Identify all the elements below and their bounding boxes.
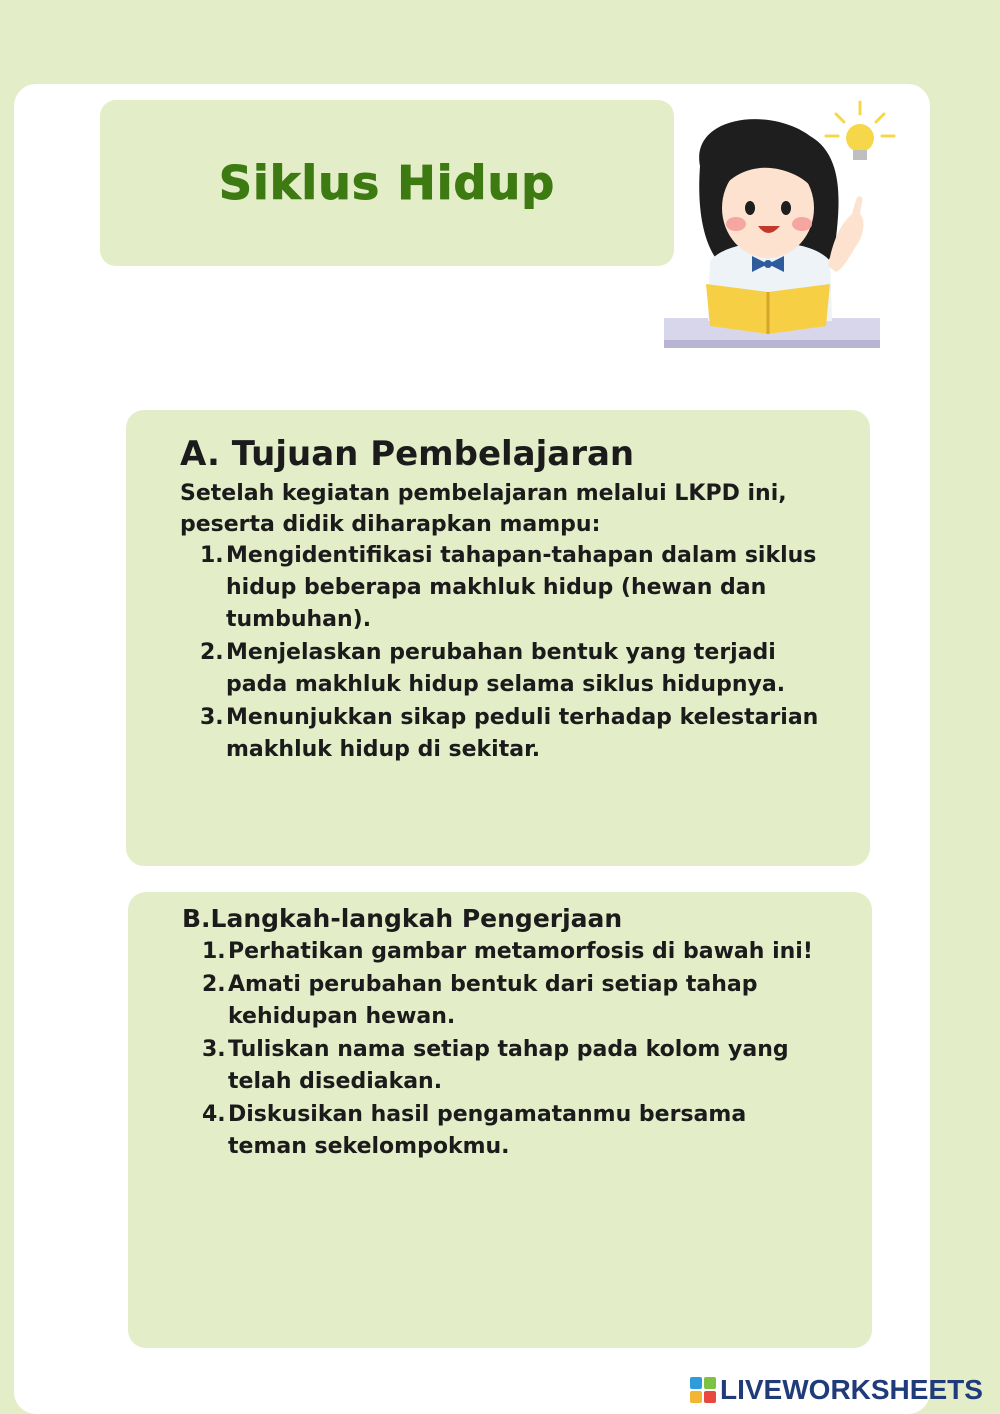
girl-reading-illustration (660, 96, 900, 356)
steps-list (202, 936, 822, 1164)
list-item: 4. Diskusikan hasil pengamatanmu bersama teman sekelompokmu. (202, 1102, 747, 1159)
section-a-intro: Setelah kegiatan pembelajaran melalui LKPD ini, peserta didik diharapkan mampu: (180, 481, 787, 537)
section-b-heading: B.Langkah-langkah Pengerjaan (182, 904, 623, 933)
title-banner (100, 100, 674, 266)
list-item: 2. Menjelaskan perubahan bentuk yang terjadi pada makhluk hidup selama siklus hidupnya. (200, 640, 786, 697)
section-work-steps (128, 892, 872, 1348)
list-item: 3. Tuliskan nama setiap tahap pada kolom yang telah disediakan. (202, 1037, 789, 1094)
logo-text: LIVEWORKSHEETS (720, 1374, 983, 1405)
list-item: 2. Amati perubahan bentuk dari setiap tahap kehidupan hewan. (202, 972, 758, 1029)
list-item: 1. Perhatikan gambar metamorfosis di bawah ini! (202, 939, 813, 964)
liveworksheets-logo-icon (690, 1377, 716, 1403)
section-a-heading: A. Tujuan Pembelajaran (180, 434, 635, 474)
objectives-list (200, 540, 820, 767)
liveworksheets-logo[interactable] (690, 1374, 983, 1406)
list-item: 3. Menunjukkan sikap peduli terhadap kelestarian makhluk hidup di sekitar. (200, 705, 819, 762)
section-learning-objectives (126, 410, 870, 866)
page-title: Siklus Hidup (218, 156, 556, 210)
list-item: 1. Mengidentifikasi tahapan-tahapan dalam siklus hidup beberapa makhluk hidup (hewan dan tumbuhan). (200, 543, 817, 632)
